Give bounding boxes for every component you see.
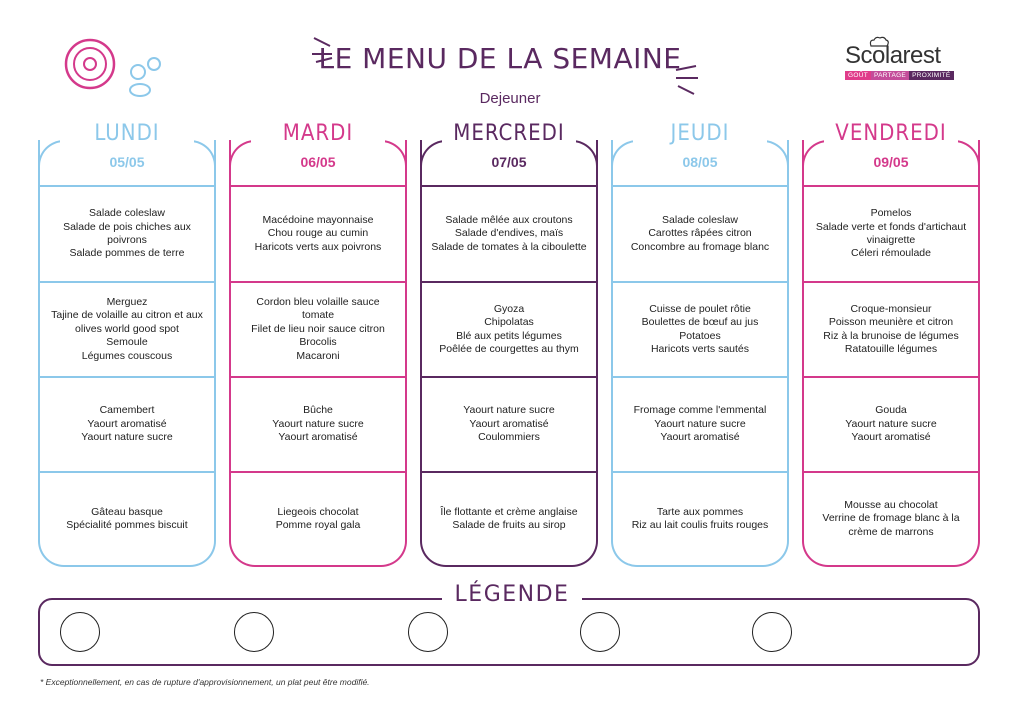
brand-tag-2: PARTAGE [871,71,909,80]
dish: Salade de tomates à la ciboulette [431,240,587,253]
day-name: MERCREDI [442,122,576,146]
dish: Verrine de fromage blanc à la crème de marrons [822,512,960,538]
dish: Blé aux petits légumes [456,329,562,342]
dish: Gâteau basque [91,505,163,518]
dish: Salade mêlée aux croutons [445,213,573,226]
dish: Légumes couscous [81,349,173,362]
dish: Poêlée de courgettes au thym [439,342,579,355]
menu-cell-dessert [611,471,789,565]
menu-cell-starter [38,185,216,281]
meal-subtitle: Dejeuner [479,90,541,107]
menu-cell-starter [802,185,980,281]
dish: Boulettes de bœuf au jus [641,316,759,329]
dish: Ratatouille légumes [844,342,938,355]
day-column-wednesday [420,121,598,567]
dish: Yaourt nature sucre [272,417,364,430]
dish: Concombre au fromage blanc [630,240,770,253]
legend-slot-icon [60,612,100,652]
dish: Salade pommes de terre [69,247,185,260]
legend-box [38,598,980,666]
dish: Fromage comme l'emmental [633,404,767,417]
menu-cell-dairy [802,376,980,471]
dish: Mousse au chocolat [844,498,938,511]
menu-cell-dessert [420,471,598,565]
decorative-rings-icon [62,34,172,104]
footnote: * Exceptionnellement, en cas de rupture d'approvisionnement, un plat peut être modifié. [40,677,370,687]
dish: Pomelos [870,207,912,220]
legend-title: LÉGENDE [442,582,582,607]
dish: Liegeois chocolat [277,505,359,518]
brand-tag-3: PROXIMITÉ [909,71,953,80]
menu-cell-dessert [229,471,407,565]
menu-cell-starter [229,185,407,281]
dish: Spécialité pommes biscuit [66,519,188,531]
dish: Gouda [875,404,907,417]
dish: Salade de pois chiches aux poivrons [63,220,191,246]
menu-cell-main [802,281,980,376]
menu-cell-main [38,281,216,376]
dish: Riz à la brunoise de légumes [823,329,959,342]
day-name: MARDI [251,122,385,146]
dish: Cordon bleu volaille sauce tomate [256,295,380,322]
dish: Merguez [106,295,148,308]
dish: Haricots verts aux poivrons [254,240,382,253]
dish: Camembert [99,404,155,417]
menu-cell-main [611,281,789,376]
dish: Salade coleslaw [662,213,738,226]
dish: Filet de lieu noir sauce citron [251,322,385,335]
menu-cell-dairy [611,376,789,471]
dish: Macaroni [296,349,340,362]
dish: Yaourt aromatisé [660,431,740,444]
dish: Yaourt nature sucre [654,417,746,430]
dish: Haricots verts sautés [650,342,750,355]
menu-cell-dessert [802,471,980,565]
dish: Poisson meunière et citron [828,316,954,329]
dish: Carottes râpées citron [648,227,752,240]
dish: Tajine de volaille au citron et aux olives world good spot [51,309,203,335]
dish: Macédoine mayonnaise [262,213,374,226]
day-column-tuesday [229,121,407,567]
dish: Coulommiers [478,431,540,444]
menu-cell-dairy [38,376,216,471]
day-date: 06/05 [300,154,336,170]
dish: Gyoza [493,302,525,315]
dish: Céleri rémoulade [851,247,931,260]
dish: Yaourt nature sucre [463,404,555,417]
dish: Yaourt aromatisé [278,431,358,444]
menu-cell-main [420,281,598,376]
dish: Brocolis [299,336,337,349]
dish: Salade de fruits au sirop [452,519,566,531]
dish: Croque-monsieur [850,302,932,315]
menu-cell-dessert [38,471,216,565]
dish: Île flottante et crème anglaise [440,505,578,518]
legend-slot-icon [752,612,792,652]
brand-logo [845,42,965,80]
dish: Yaourt nature sucre [845,417,937,430]
day-column-monday [38,121,216,567]
dish: Yaourt aromatisé [87,417,167,430]
day-column-friday [802,121,980,567]
dish: Yaourt aromatisé [469,417,549,430]
day-date: 05/05 [109,154,145,170]
dish: Salade coleslaw [89,207,165,220]
day-date: 09/05 [873,154,909,170]
dish: Pomme royal gala [275,519,361,531]
legend-slot-icon [580,612,620,652]
dish: Cuisse de poulet rôtie [649,302,751,315]
chef-hat-icon [867,36,891,48]
dish: Potatoes [679,329,721,342]
menu-cell-starter [420,185,598,281]
dish: Chou rouge au cumin [267,227,369,240]
dish: Bûche [303,404,333,417]
brand-name: Scolarest [845,42,941,69]
day-column-thursday [611,121,789,567]
dish: Chipolatas [484,316,534,329]
dish: Semoule [106,336,148,349]
dish: Tarte aux pommes [656,505,744,518]
legend-slot-icon [408,612,448,652]
menu-cell-starter [611,185,789,281]
day-date: 07/05 [491,154,527,170]
menu-cell-dairy [420,376,598,471]
page-title: LE MENU DE LA SEMAINE [318,42,682,75]
brand-tagline [845,71,965,80]
day-name: VENDREDI [824,122,958,146]
brand-tag-1: GOÛT [845,71,871,80]
dish: Yaourt nature sucre [81,431,173,444]
menu-cell-main [229,281,407,376]
legend-slot-icon [234,612,274,652]
dish: Yaourt aromatisé [851,431,931,444]
dish: Salade verte et fonds d'artichaut vinaigrette [815,220,967,246]
dish: Salade d'endives, maïs [454,227,564,240]
day-name: LUNDI [60,122,194,146]
menu-cell-dairy [229,376,407,471]
dish: Riz au lait coulis fruits rouges [631,519,769,531]
day-date: 08/05 [682,154,718,170]
day-name: JEUDI [633,122,767,146]
